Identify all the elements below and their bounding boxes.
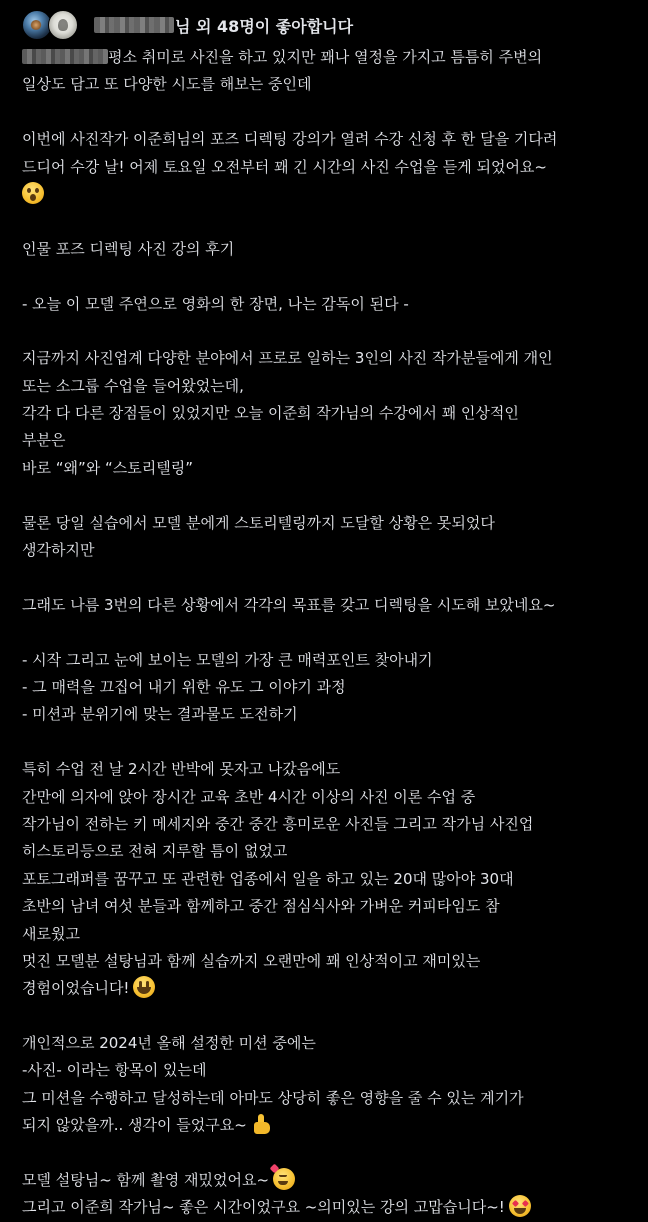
- post-line: 히스토리등으로 전혀 지루할 틈이 없었고: [22, 842, 288, 861]
- post-line: 각각 다 다른 장점들이 있었지만 오늘 이준희 작가님의 수강에서 꽤 인상적인: [22, 404, 519, 423]
- post-line: 바로 “왜”와 “스토리텔링”: [22, 458, 194, 477]
- post-line: 초반의 남녀 여섯 분들과 함께하고 중간 점심식사와 가벼운 커피타임도 참: [22, 897, 500, 916]
- post-body: [22, 44, 634, 1222]
- likes-summary[interactable]: [22, 8, 353, 42]
- post-line: 되지 않았을까.. 생각이 들었구요~: [22, 1112, 634, 1139]
- redacted-name: [22, 49, 108, 64]
- blank-line: [22, 263, 634, 290]
- post-line: 특히 수업 전 날 2시간 반박에 못자고 나갔음에도: [22, 760, 341, 779]
- blank-line: [22, 318, 634, 345]
- thumbs-up-icon: [251, 1113, 273, 1135]
- blank-line: [22, 729, 634, 756]
- post-line: - 미션과 분위기에 맞는 결과물도 도전하기: [22, 705, 298, 724]
- post-line: 경험이었습니다!: [22, 975, 634, 1002]
- blank-line: [22, 1140, 634, 1167]
- post-line: 새로웠고: [22, 924, 80, 943]
- blank-line: [22, 564, 634, 591]
- surprised-face-icon: [22, 182, 44, 204]
- smiling-face-with-hearts-icon: [273, 1168, 295, 1190]
- post-line: 작가님이 전하는 키 메세지와 중간 중간 흥미로운 사진들 그리고 작가님 사진업: [22, 814, 534, 833]
- post-line: 부분은: [22, 431, 66, 450]
- avatar[interactable]: [48, 10, 78, 40]
- post-line: 생각하지만: [22, 541, 95, 560]
- post-line: - 오늘 이 모델 주연으로 영화의 한 장면, 나는 감독이 된다 -: [22, 294, 409, 313]
- post-line: 또는 소그룹 수업을 들어왔었는데,: [22, 376, 244, 395]
- blank-line: [22, 1003, 634, 1030]
- post-line: -사진- 이라는 항목이 있는데: [22, 1061, 207, 1080]
- post-line: 일상도 담고 또 다양한 시도를 해보는 중인데: [22, 75, 312, 94]
- blank-line: [22, 99, 634, 126]
- post-line: 멋진 모델분 설탕님과 함께 실습까지 오랜만에 꽤 인상적이고 재미있는: [22, 951, 481, 970]
- post-line: 모델 설탕님~ 함께 촬영 재밌었어요~: [22, 1167, 634, 1194]
- post-line: 물론 당일 실습에서 모델 분에게 스토리텔링까지 도달할 상황은 못되었다: [22, 513, 495, 532]
- post-line: 개인적으로 2024년 올해 설정한 미션 중에는: [22, 1034, 316, 1053]
- redacted-name: [94, 17, 174, 33]
- likes-text[interactable]: [94, 14, 353, 37]
- post-line: - 그 매력을 끄집어 내기 위한 유도 그 이야기 과정: [22, 677, 346, 696]
- post-line: 이번에 사진작가 이준희님의 포즈 디렉팅 강의가 열려 수강 신청 후 한 달을 기다려: [22, 130, 558, 149]
- blank-line: [22, 208, 634, 235]
- post-line: 인물 포즈 디렉팅 사진 강의 후기: [22, 239, 235, 258]
- post-line: 드디어 수강 날! 어제 토요일 오전부터 꽤 긴 시간의 사진 수업을 듣게 되었어요~: [22, 157, 547, 176]
- post-line: [22, 181, 634, 208]
- likes-count-label: 님 외 48명이 좋아합니다: [175, 16, 354, 36]
- post-line: 그래도 나름 3번의 다른 상황에서 각각의 목표를 갖고 디렉팅을 시도해 보았네요~: [22, 595, 556, 614]
- post-line: 평소 취미로 사진을 하고 있지만 꽤나 열정을 가지고 틈틈히 주변의: [22, 44, 634, 71]
- post-line: 지금까지 사진업계 다양한 분야에서 프로로 일하는 3인의 사진 작가분들에게 개인: [22, 349, 553, 368]
- post-line: 간만에 의자에 앉아 장시간 교육 초반 4시간 이상의 사진 이론 수업 중: [22, 787, 476, 806]
- blank-line: [22, 619, 634, 646]
- blank-line: [22, 482, 634, 509]
- liker-avatars[interactable]: [22, 10, 80, 40]
- smiling-face-icon: [133, 976, 155, 998]
- post-line: 그 미션을 수행하고 달성하는데 아마도 상당히 좋은 영향을 줄 수 있는 계기가: [22, 1088, 524, 1107]
- post-line: 그리고 이준희 작가님~ 좋은 시간이었구요 ~의미있는 강의 고맙습니다~!: [22, 1194, 634, 1221]
- post-line: - 시작 그리고 눈에 보이는 모델의 가장 큰 매력포인트 찾아내기: [22, 650, 433, 669]
- post-line: 포토그래퍼를 꿈꾸고 또 관련한 업종에서 일을 하고 있는 20대 많아야 30대: [22, 869, 514, 888]
